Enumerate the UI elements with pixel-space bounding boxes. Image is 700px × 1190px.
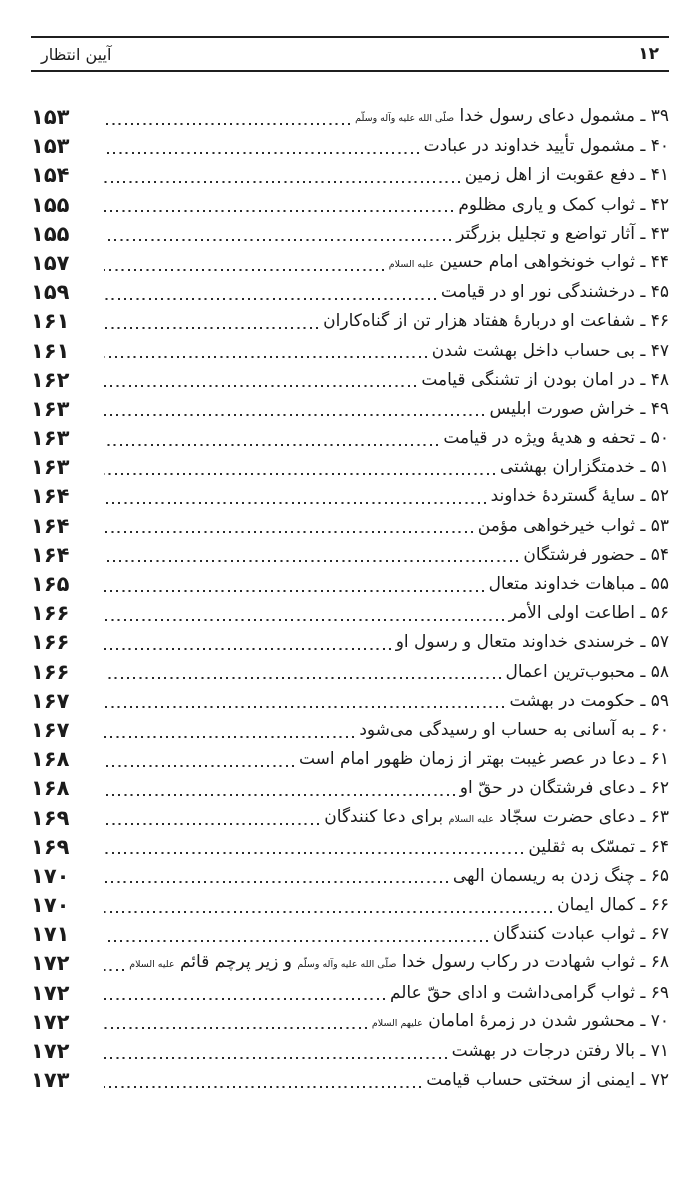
title-text: دعای فرشتگان در حقّ او xyxy=(459,778,635,799)
title-text: دعای حضرت سجّاد xyxy=(493,806,635,827)
toc-entry-row xyxy=(31,891,669,920)
entry-number: ۵۶ ـ xyxy=(634,603,669,624)
dot-leader xyxy=(104,590,484,592)
entry-number: ۴۲ ـ xyxy=(634,194,669,215)
dot-leader xyxy=(104,473,495,475)
entry-title xyxy=(557,891,669,920)
entry-page-number: ۱۷۲ xyxy=(31,980,70,1005)
book-title: آیین انتظار xyxy=(41,44,112,64)
entry-number: ۶۷ ـ xyxy=(634,924,669,945)
entry-number: ۴۸ ـ xyxy=(634,369,669,390)
dot-leader xyxy=(104,356,427,358)
entry-page-number: ۱۶۸ xyxy=(31,747,70,772)
honorific-text: صلّی الله علیه وآله وسلّم xyxy=(355,113,455,124)
entry-title xyxy=(489,570,669,599)
dot-leader xyxy=(104,998,385,1000)
entry-page-number: ۱۶۷ xyxy=(31,688,70,713)
entry-page-number: ۱۷۳ xyxy=(31,1068,70,1093)
entry-page-number: ۱۷۲ xyxy=(31,951,70,976)
entry-title xyxy=(506,658,669,687)
entry-number: ۴۶ ـ xyxy=(634,311,669,332)
dot-leader xyxy=(104,123,350,125)
honorific-text: صلّی الله علیه وآله وسلّم xyxy=(297,959,397,971)
toc-entry-row xyxy=(31,249,669,278)
entry-title xyxy=(443,424,669,453)
entry-title xyxy=(324,803,669,834)
entry-title xyxy=(359,716,669,745)
entry-page-number: ۱۶۸ xyxy=(31,776,70,801)
toc-entry-row xyxy=(31,658,669,687)
toc-entry-row xyxy=(31,833,669,862)
title-text: تمسّک به ثقلین xyxy=(528,836,635,857)
dot-leader xyxy=(104,881,448,883)
entry-title xyxy=(456,220,669,249)
title-text: محشور شدن در زمرهٔ امامان xyxy=(422,1010,635,1031)
entry-number: ۴۷ ـ xyxy=(634,340,669,361)
toc-entry-row xyxy=(31,366,669,395)
title-text: ایمنی از سختی حساب قیامت xyxy=(426,1070,635,1091)
entry-page-number: ۱۵۳ xyxy=(31,105,70,129)
title-text: برای دعا کنندگان xyxy=(324,806,449,827)
entry-page-number: ۱۶۷ xyxy=(31,717,70,742)
entry-number: ۶۲ ـ xyxy=(634,778,669,799)
dot-leader xyxy=(104,414,484,416)
dot-leader xyxy=(104,531,473,533)
entry-number: ۵۲ ـ xyxy=(634,486,669,507)
entry-title xyxy=(372,1007,669,1038)
title-text: چنگ زدن به ریسمان الهی xyxy=(452,865,635,886)
dot-leader xyxy=(104,1086,421,1088)
title-text: مباهات خداوند متعال xyxy=(488,574,635,594)
toc-entry-row xyxy=(31,687,669,716)
entry-page-number: ۱۶۲ xyxy=(31,367,70,392)
title-text: ثواب خیرخواهی مؤمن xyxy=(477,515,635,536)
entry-number: ۵۹ ـ xyxy=(634,690,669,711)
title-text: حکومت در بهشت xyxy=(509,690,635,711)
entry-title xyxy=(129,948,669,979)
title-text: شفاعت او دربارهٔ هفتاد هزار تن از گناه‌کاران xyxy=(323,311,635,332)
toc-entry-row xyxy=(31,512,669,541)
toc-entry-row xyxy=(31,1008,669,1037)
dot-leader xyxy=(104,736,354,738)
title-text: ثواب خونخواهی امام حسین xyxy=(434,251,635,272)
entry-number: ۶۱ ـ xyxy=(634,749,669,770)
toc-entry-row xyxy=(31,395,669,424)
toc-entry-row xyxy=(31,482,669,511)
dot-leader xyxy=(104,210,453,212)
title-text: ثواب کمک و یاری مظلوم xyxy=(458,194,635,215)
page-header xyxy=(31,36,669,72)
entry-page-number: ۱۷۲ xyxy=(31,1039,70,1063)
entry-number: ۴۴ ـ xyxy=(634,251,669,272)
entry-page-number: ۱۷۲ xyxy=(31,1009,70,1034)
entry-number: ۷۱ ـ xyxy=(634,1041,669,1061)
dot-leader xyxy=(104,940,488,942)
toc-entry-row xyxy=(31,920,669,949)
title-text: خرسندی خداوند متعال و رسول او xyxy=(395,632,635,653)
entry-title xyxy=(355,102,669,133)
entry-page-number: ۱۷۰ xyxy=(31,863,70,888)
dot-leader xyxy=(104,706,504,708)
entry-page-number: ۱۵۷ xyxy=(31,250,70,275)
entry-page-number: ۱۶۱ xyxy=(31,309,70,334)
header-row xyxy=(31,38,669,70)
title-text: مشمول تأیید خداوند در عبادت xyxy=(423,136,635,157)
title-text: بالا رفتن درجات در بهشت xyxy=(451,1041,635,1061)
title-text: دعا در عصر غیبت بهتر از زمان ظهور امام است xyxy=(298,749,635,770)
entry-number: ۵۸ ـ xyxy=(634,661,669,682)
entry-number: ۵۱ ـ xyxy=(634,457,669,478)
entry-page-number: ۱۶۶ xyxy=(31,630,70,655)
entry-number: ۶۳ ـ xyxy=(634,806,669,827)
entry-number: ۵۵ ـ xyxy=(634,574,669,594)
entry-title xyxy=(389,248,669,279)
toc-entry-row xyxy=(31,132,669,161)
entry-title xyxy=(523,541,669,570)
title-text: خراش صورت ابلیس xyxy=(489,398,635,419)
entry-page-number: ۱۶۱ xyxy=(31,338,70,363)
dot-leader xyxy=(104,502,486,504)
toc-entry-row xyxy=(31,220,669,249)
entry-number: ۶۸ ـ xyxy=(634,952,669,973)
dot-leader xyxy=(104,823,319,825)
title-text: تحفه و هدیهٔ ویژه در قیامت xyxy=(443,428,635,449)
toc-entry-row xyxy=(31,541,669,570)
honorific-text: علیه السلام xyxy=(388,258,435,270)
title-text: و زیر پرچم قائم xyxy=(174,952,298,973)
toc-entry-row xyxy=(31,103,669,132)
toc-entry-row xyxy=(31,628,669,657)
entry-title xyxy=(390,979,669,1008)
title-text: محبوب‌ترین اعمال xyxy=(505,661,635,682)
entry-title xyxy=(460,774,669,803)
entry-title xyxy=(509,599,669,628)
entry-page-number: ۱۷۰ xyxy=(31,893,70,918)
dot-leader xyxy=(104,152,419,154)
toc-entry-row xyxy=(31,307,669,336)
entry-page-number: ۱۶۳ xyxy=(31,396,70,421)
entry-page-number: ۱۶۳ xyxy=(31,455,70,480)
entry-title xyxy=(465,161,669,190)
entry-title xyxy=(396,628,669,657)
toc-entry-row xyxy=(31,804,669,833)
entry-title xyxy=(458,191,669,220)
entry-number: ۷۰ ـ xyxy=(634,1010,669,1031)
title-text: اطاعت اولی الأمر xyxy=(508,603,635,624)
toc-entry-row xyxy=(31,1066,669,1095)
entry-title xyxy=(489,395,669,424)
entry-number: ۶۰ ـ xyxy=(634,719,669,740)
dot-leader xyxy=(104,298,436,300)
toc-entry-row xyxy=(31,337,669,366)
entry-number: ۳۹ ـ xyxy=(634,106,669,126)
toc-entry-row xyxy=(31,1037,669,1066)
title-text: مشمول دعای رسول خدا xyxy=(454,106,635,126)
dot-leader xyxy=(104,1057,447,1059)
entry-title xyxy=(432,337,669,366)
toc-entry-row xyxy=(31,424,669,453)
entry-page-number: ۱۶۴ xyxy=(31,542,70,567)
dot-leader xyxy=(104,765,294,767)
entry-page-number: ۱۶۳ xyxy=(31,426,70,451)
entry-page-number: ۱۶۵ xyxy=(31,572,70,596)
entry-number: ۴۰ ـ xyxy=(634,136,669,157)
honorific-text: علیه السلام xyxy=(448,813,494,825)
honorific-text: علیه السلام xyxy=(129,959,175,971)
entry-title xyxy=(493,920,669,949)
title-text: ثواب شهادت در رکاب رسول خدا xyxy=(396,952,635,973)
entry-title xyxy=(509,687,669,716)
entry-title xyxy=(453,862,669,891)
entry-page-number: ۱۵۵ xyxy=(31,221,70,246)
entry-title xyxy=(323,307,669,336)
folio-page-number: ۱۲ xyxy=(638,44,659,64)
dot-leader xyxy=(104,648,391,650)
title-text: ثواب عبادت کنندگان xyxy=(492,924,635,945)
entry-number: ۶۴ ـ xyxy=(634,836,669,857)
entry-title xyxy=(491,482,669,511)
title-text: حضور فرشتگان xyxy=(523,544,635,565)
toc-entry-row xyxy=(31,599,669,628)
entry-number: ۴۹ ـ xyxy=(634,398,669,419)
entry-number: ۴۵ ـ xyxy=(634,282,669,303)
entry-number: ۶۹ ـ xyxy=(634,982,669,1003)
entry-title xyxy=(421,366,669,395)
title-text: در امان بودن از تشنگی قیامت xyxy=(421,369,635,390)
toc-entry-row xyxy=(31,191,669,220)
entry-number: ۵۴ ـ xyxy=(634,544,669,565)
entry-number: ۶۶ ـ xyxy=(634,895,669,916)
entry-number: ۵۳ ـ xyxy=(634,515,669,536)
dot-leader xyxy=(104,619,504,621)
toc-list xyxy=(31,103,669,1095)
toc-entry-row xyxy=(31,979,669,1008)
entry-title xyxy=(299,745,669,774)
entry-number: ۴۱ ـ xyxy=(634,165,669,186)
dot-leader xyxy=(104,852,523,854)
title-text: به آسانی به حساب او رسیدگی می‌شود xyxy=(359,719,635,740)
toc-entry-row xyxy=(31,278,669,307)
dot-leader xyxy=(104,969,124,971)
title-text: بی حساب داخل بهشت شدن xyxy=(431,340,635,361)
entry-title xyxy=(478,512,669,541)
toc-entry-row xyxy=(31,716,669,745)
toc-entry-row xyxy=(31,774,669,803)
entry-page-number: ۱۶۹ xyxy=(31,834,70,859)
entry-page-number: ۱۵۵ xyxy=(31,192,70,217)
entry-page-number: ۱۶۹ xyxy=(31,805,70,830)
dot-leader xyxy=(104,444,438,446)
dot-leader xyxy=(104,327,318,329)
entry-page-number: ۱۶۴ xyxy=(31,484,70,509)
entry-title xyxy=(500,453,669,482)
title-text: کمال ایمان xyxy=(557,895,635,916)
entry-number: ۵۷ ـ xyxy=(634,632,669,653)
dot-leader xyxy=(104,385,416,387)
entry-page-number: ۱۷۱ xyxy=(31,922,70,947)
toc-entry-row xyxy=(31,453,669,482)
entry-page-number: ۱۵۳ xyxy=(31,134,70,159)
dot-leader xyxy=(104,677,501,679)
toc-entry-row xyxy=(31,161,669,190)
dot-leader xyxy=(104,181,460,183)
header-bottom-rule xyxy=(31,70,669,72)
entry-number: ۶۵ ـ xyxy=(634,865,669,886)
entry-page-number: ۱۶۶ xyxy=(31,601,70,626)
dot-leader xyxy=(104,911,552,913)
dot-leader xyxy=(104,560,518,562)
entry-title xyxy=(528,833,669,862)
entry-page-number: ۱۵۴ xyxy=(31,163,70,188)
dot-leader xyxy=(104,239,451,241)
entry-number: ۵۰ ـ xyxy=(634,428,669,449)
title-text: دفع عقوبت از اهل زمین xyxy=(464,165,635,186)
entry-number: ۷۲ ـ xyxy=(634,1070,669,1091)
title-text: ثواب گرامی‌داشت و ادای حقّ عالم xyxy=(389,982,635,1003)
title-text: درخشندگی نور او در قیامت xyxy=(440,282,635,303)
dot-leader xyxy=(104,1027,367,1029)
title-text: آثار تواضع و تجلیل بزرگتر xyxy=(456,223,635,244)
title-text: خدمتگزاران بهشتی xyxy=(499,457,635,478)
entry-title xyxy=(441,278,669,307)
entry-page-number: ۱۵۹ xyxy=(31,280,70,305)
entry-page-number: ۱۶۶ xyxy=(31,659,70,684)
toc-entry-row xyxy=(31,570,669,599)
dot-leader xyxy=(104,794,455,796)
toc-entry-row xyxy=(31,862,669,891)
title-text: سایهٔ گستردهٔ خداوند xyxy=(490,486,635,507)
toc-entry-row xyxy=(31,949,669,978)
entry-number: ۴۳ ـ xyxy=(634,223,669,244)
entry-title xyxy=(452,1037,669,1066)
entry-title xyxy=(426,1066,669,1095)
toc-entry-row xyxy=(31,745,669,774)
dot-leader xyxy=(104,269,384,271)
entry-page-number: ۱۶۴ xyxy=(31,513,70,538)
entry-title xyxy=(424,132,669,161)
honorific-text: علیهم السلام xyxy=(371,1017,423,1029)
